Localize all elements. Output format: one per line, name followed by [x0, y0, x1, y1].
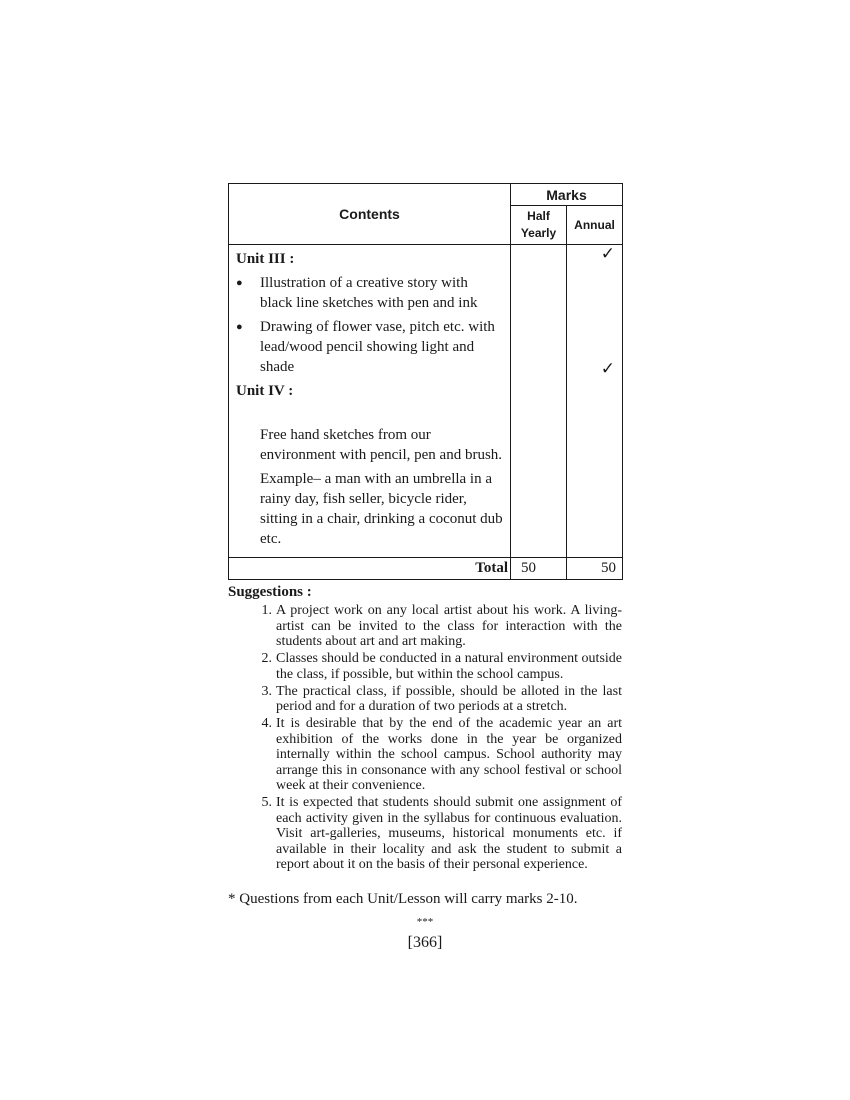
unit-3-title: Unit III :	[236, 251, 295, 267]
suggestion-number: 3.	[261, 683, 272, 699]
unit-3-bullet-text: Drawing of flower vase, pitch etc. with lead/wood pencil showing light and shade	[260, 319, 495, 375]
unit-4-title: Unit IV :	[236, 383, 294, 399]
annual-header: Annual	[567, 206, 623, 245]
suggestions-list	[228, 603, 622, 873]
suggestion-number: 5.	[261, 795, 272, 810]
suggestion-text: A project work on any local artist about his work. A living-artist can be invited to the class for interaction with the students about art and art making.	[276, 603, 622, 649]
suggestion-text: It is expected that students should submit one assignment of each activity given in the syllabus for continuous evaluation. Visit art-galleries, museums, historical monuments etc. if available in their locality and ask the student to submit a report about it on the basis of their personal experience.	[276, 795, 622, 872]
unit-4-paragraph: Example– a man with an umbrella in a rainy day, fish seller, bicycle rider, sitting in a chair, drinking a coconut dub etc.	[260, 471, 503, 547]
syllabus-page	[228, 183, 622, 952]
suggestions-title: Suggestions :	[228, 584, 312, 600]
contents-header: Contents	[229, 184, 511, 245]
total-half-yearly: 50	[511, 558, 567, 580]
unit-4-check-icon: ✓	[600, 359, 615, 378]
annual-body-cell	[567, 245, 623, 558]
bullet-icon: ●	[236, 277, 243, 289]
total-label: Total	[229, 558, 511, 580]
suggestion-number: 1.	[261, 603, 272, 618]
page-number: [366]	[407, 933, 443, 951]
suggestion-number: 4.	[261, 716, 272, 731]
suggestion-item	[228, 684, 622, 715]
suggestion-item	[228, 651, 622, 682]
total-annual: 50	[567, 558, 623, 580]
suggestion-text: Classes should be conducted in a natural environment outside the class, if possible, but within the school campus.	[276, 651, 622, 682]
suggestion-item	[228, 716, 622, 794]
suggestion-number: 2.	[261, 651, 272, 666]
unit-3-bullet-item	[236, 273, 504, 313]
suggestion-item	[228, 795, 622, 873]
unit-4-paragraph: Free hand sketches from our environment with pencil, pen and brush.	[260, 427, 503, 463]
half-yearly-header: Half Yearly	[511, 206, 567, 245]
unit-3-bullet-text: Illustration of a creative story with black line sketches with pen and ink	[260, 275, 478, 311]
footnote: * Questions from each Unit/Lesson will carry marks 2-10.	[228, 890, 578, 907]
suggestion-text: It is desirable that by the end of the academic year an art exhibition of the works done in the year be organized internally within the school campus. School authority may arrange this in consonance with any school festival or school week at their convenience.	[276, 716, 622, 793]
suggestion-item	[228, 603, 622, 650]
contents-body-cell	[229, 245, 511, 558]
suggestion-text: The practical class, if possible, should be alloted in the last period and for a duration of two periods at a stretch.	[276, 683, 622, 714]
unit-3-check-icon: ✓	[600, 244, 615, 263]
section-separator: ***	[416, 915, 434, 928]
unit-3-bullet-item	[236, 317, 504, 377]
half-yearly-body-cell	[511, 245, 567, 558]
bullet-icon: ●	[236, 321, 243, 333]
marks-header: Marks	[511, 184, 623, 206]
marks-table	[228, 183, 623, 580]
